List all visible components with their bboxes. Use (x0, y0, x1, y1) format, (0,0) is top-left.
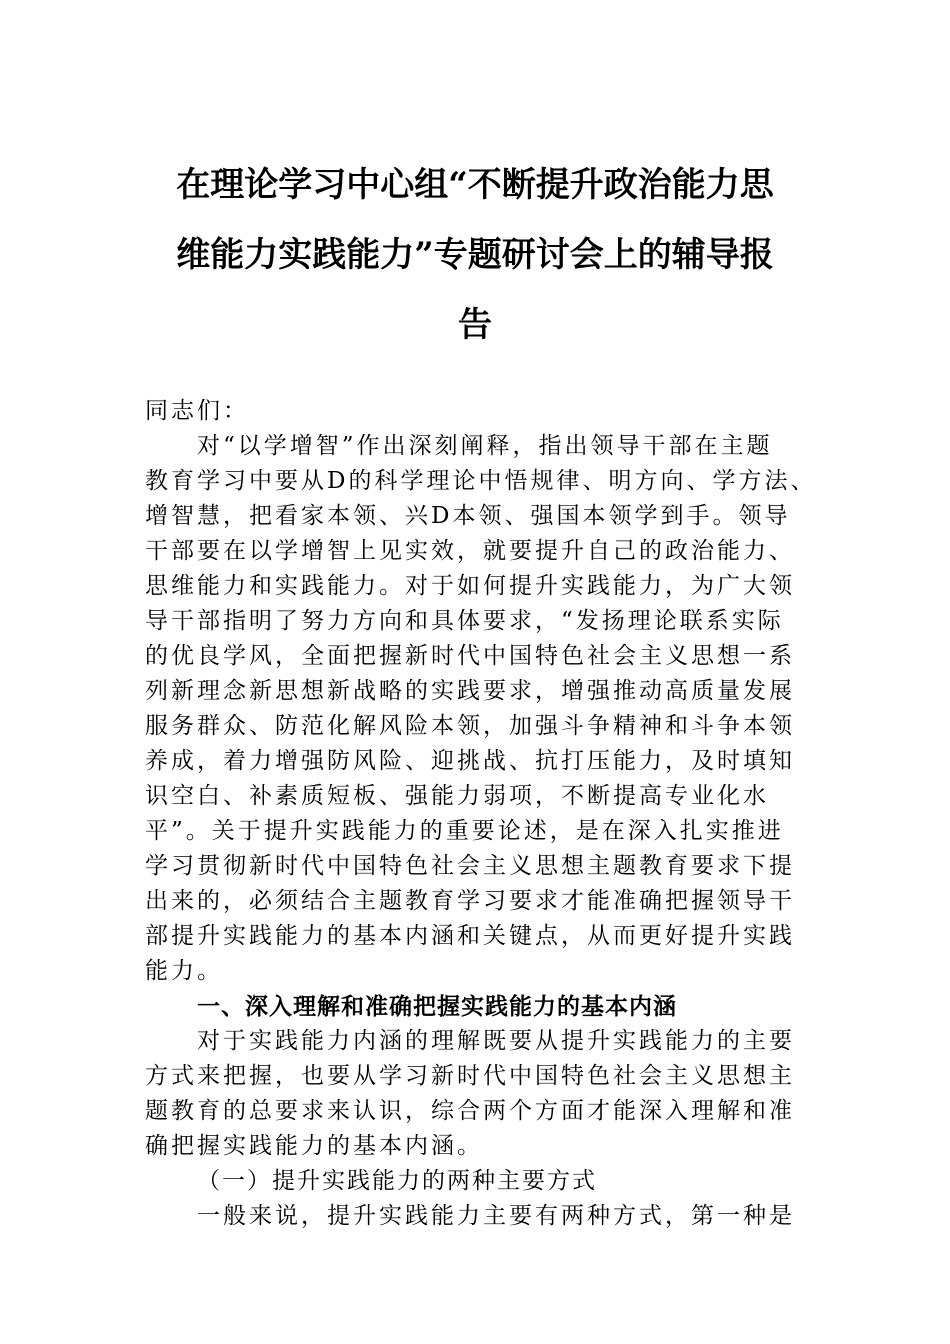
title-line: 在理论学习中心组“不断提升政治能力思 (176, 165, 774, 205)
paragraph-line: 养成，着力增强防风险、迎挑战、抗打压能力，及时填知 (145, 748, 795, 774)
document-title (100, 150, 850, 360)
greeting: 同志们： (145, 398, 249, 424)
paragraph-line: 的优良学风，全面把握新时代中国特色社会主义思想一系 (145, 643, 795, 669)
document-body (145, 394, 817, 1234)
paragraph-line: 思维能力和实践能力。对于如何提升实践能力，为广大领 (145, 573, 795, 599)
paragraph-line: 干部要在以学增智上见实效，就要提升自己的政治能力、 (145, 538, 795, 564)
paragraph-line: 一般来说，提升实践能力主要有两种方式，第一种是 (197, 1203, 795, 1229)
section-heading: 一、深入理解和准确把握实践能力的基本内涵 (197, 993, 677, 1020)
title-line: 维能力实践能力”专题研讨会上的辅导报 (176, 235, 774, 275)
paragraph-line: 平”。关于提升实践能力的重要论述，是在深入扎实推进 (145, 818, 784, 844)
title-line: 告 (458, 305, 492, 345)
paragraph-line: 服务群众、防范化解风险本领，加强斗争精神和斗争本领 (145, 713, 795, 739)
paragraph-line: 教育学习中要从D的科学理论中悟规律、明方向、学方法、 (145, 468, 817, 494)
paragraph-line: 部提升实践能力的基本内涵和关键点，从而更好提升实践 (145, 923, 795, 949)
paragraph-line: 方式来把握，也要从学习新时代中国特色社会主义思想主 (145, 1063, 795, 1089)
paragraph-line: 对“以学增智”作出深刻阐释，指出领导干部在主题 (197, 433, 773, 459)
paragraph-line: 增智慧，把看家本领、兴D本领、强国本领学到手。领导 (145, 503, 791, 529)
paragraph-line: 出来的，必须结合主题教育学习要求才能准确把握领导干 (145, 888, 795, 914)
paragraph-line: 识空白、补素质短板、强能力弱项，不断提高专业化水 (145, 783, 769, 809)
subsection-heading: （一）提升实践能力的两种主要方式 (197, 1168, 597, 1194)
paragraph-line: 确把握实践能力的基本内涵。 (145, 1133, 483, 1159)
paragraph-line: 题教育的总要求来认识，综合两个方面才能深入理解和准 (145, 1098, 795, 1124)
paragraph-line: 对于实践能力内涵的理解既要从提升实践能力的主要 (197, 1028, 795, 1054)
paragraph-line: 列新理念新思想新战略的实践要求，增强推动高质量发展 (145, 678, 795, 704)
paragraph-line: 能力。 (145, 958, 223, 984)
paragraph-line: 学习贯彻新时代中国特色社会主义思想主题教育要求下提 (145, 853, 795, 879)
paragraph-line: 导干部指明了努力方向和具体要求，“发扬理论联系实际 (145, 608, 784, 634)
